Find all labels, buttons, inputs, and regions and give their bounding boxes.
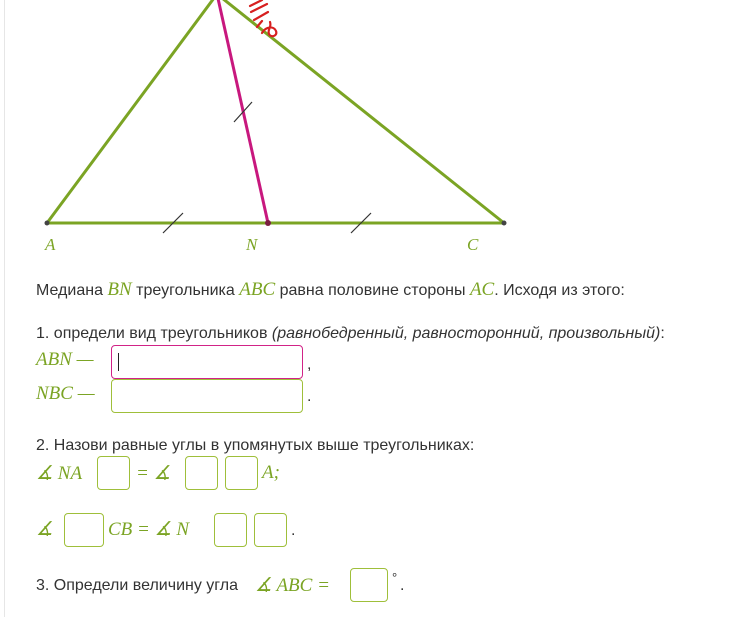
math-bn: BN <box>107 279 132 300</box>
nbc-end: . <box>307 388 312 405</box>
angle-abc-value-input[interactable] <box>350 568 388 602</box>
angle-abc-label: ∡ ABC = <box>255 575 330 596</box>
intro-part: . Исходя из этого: <box>494 282 625 299</box>
angle-nax-label: ∡ NA <box>36 463 83 484</box>
point-c <box>502 221 507 226</box>
median-bn <box>217 0 268 223</box>
label-c: C <box>467 235 479 254</box>
abn-type-input[interactable] <box>111 345 303 379</box>
point-n <box>265 220 271 226</box>
angle-equals: = ∡ <box>136 463 171 484</box>
label-a: A <box>45 235 56 254</box>
angle1-letter-input[interactable] <box>97 456 130 490</box>
angle3-sign: ∡ <box>36 519 54 540</box>
angle4-letter2-input[interactable] <box>254 513 287 547</box>
q1-colon: : <box>660 325 665 342</box>
abn-label: ABN — <box>36 349 94 370</box>
point-a <box>45 221 50 226</box>
math-abc: ABC <box>239 279 276 300</box>
angle3-letter-input[interactable] <box>64 513 104 547</box>
hand-drawn-mark <box>250 0 276 36</box>
q2-prompt: 2. Назови равные углы в упомянутых выше треугольниках: <box>36 437 475 454</box>
abn-end: , <box>307 356 312 373</box>
angle3-cb-eq: CB = ∡ N <box>108 519 190 540</box>
angle2-letter2-input[interactable] <box>225 456 258 490</box>
q3-prompt: 3. Определи величину угла <box>36 577 238 594</box>
math-ac: AC <box>469 279 495 300</box>
triangle-figure <box>0 0 738 260</box>
q2-end: . <box>291 522 296 539</box>
angle2-letter1-input[interactable] <box>185 456 218 490</box>
angle4-letter1-input[interactable] <box>214 513 247 547</box>
nbc-type-input[interactable] <box>111 379 303 413</box>
q3-end: . <box>400 577 405 594</box>
q1-prompt <box>36 325 665 343</box>
intro-part: равна половине стороны <box>275 282 470 299</box>
nbc-label: NBC — <box>36 383 95 404</box>
label-n: N <box>246 235 258 254</box>
q1-text: 1. определи вид треугольников <box>36 325 272 342</box>
intro-part: Медиана <box>36 282 108 299</box>
degree-sign: ° <box>392 570 398 585</box>
intro-part: треугольника <box>131 282 240 299</box>
q1-hint: (равнобедренный, равносторонний, произвольный) <box>271 325 661 342</box>
intro-text <box>36 279 625 301</box>
angle2-end: A; <box>262 462 280 483</box>
text-caret <box>118 353 119 371</box>
